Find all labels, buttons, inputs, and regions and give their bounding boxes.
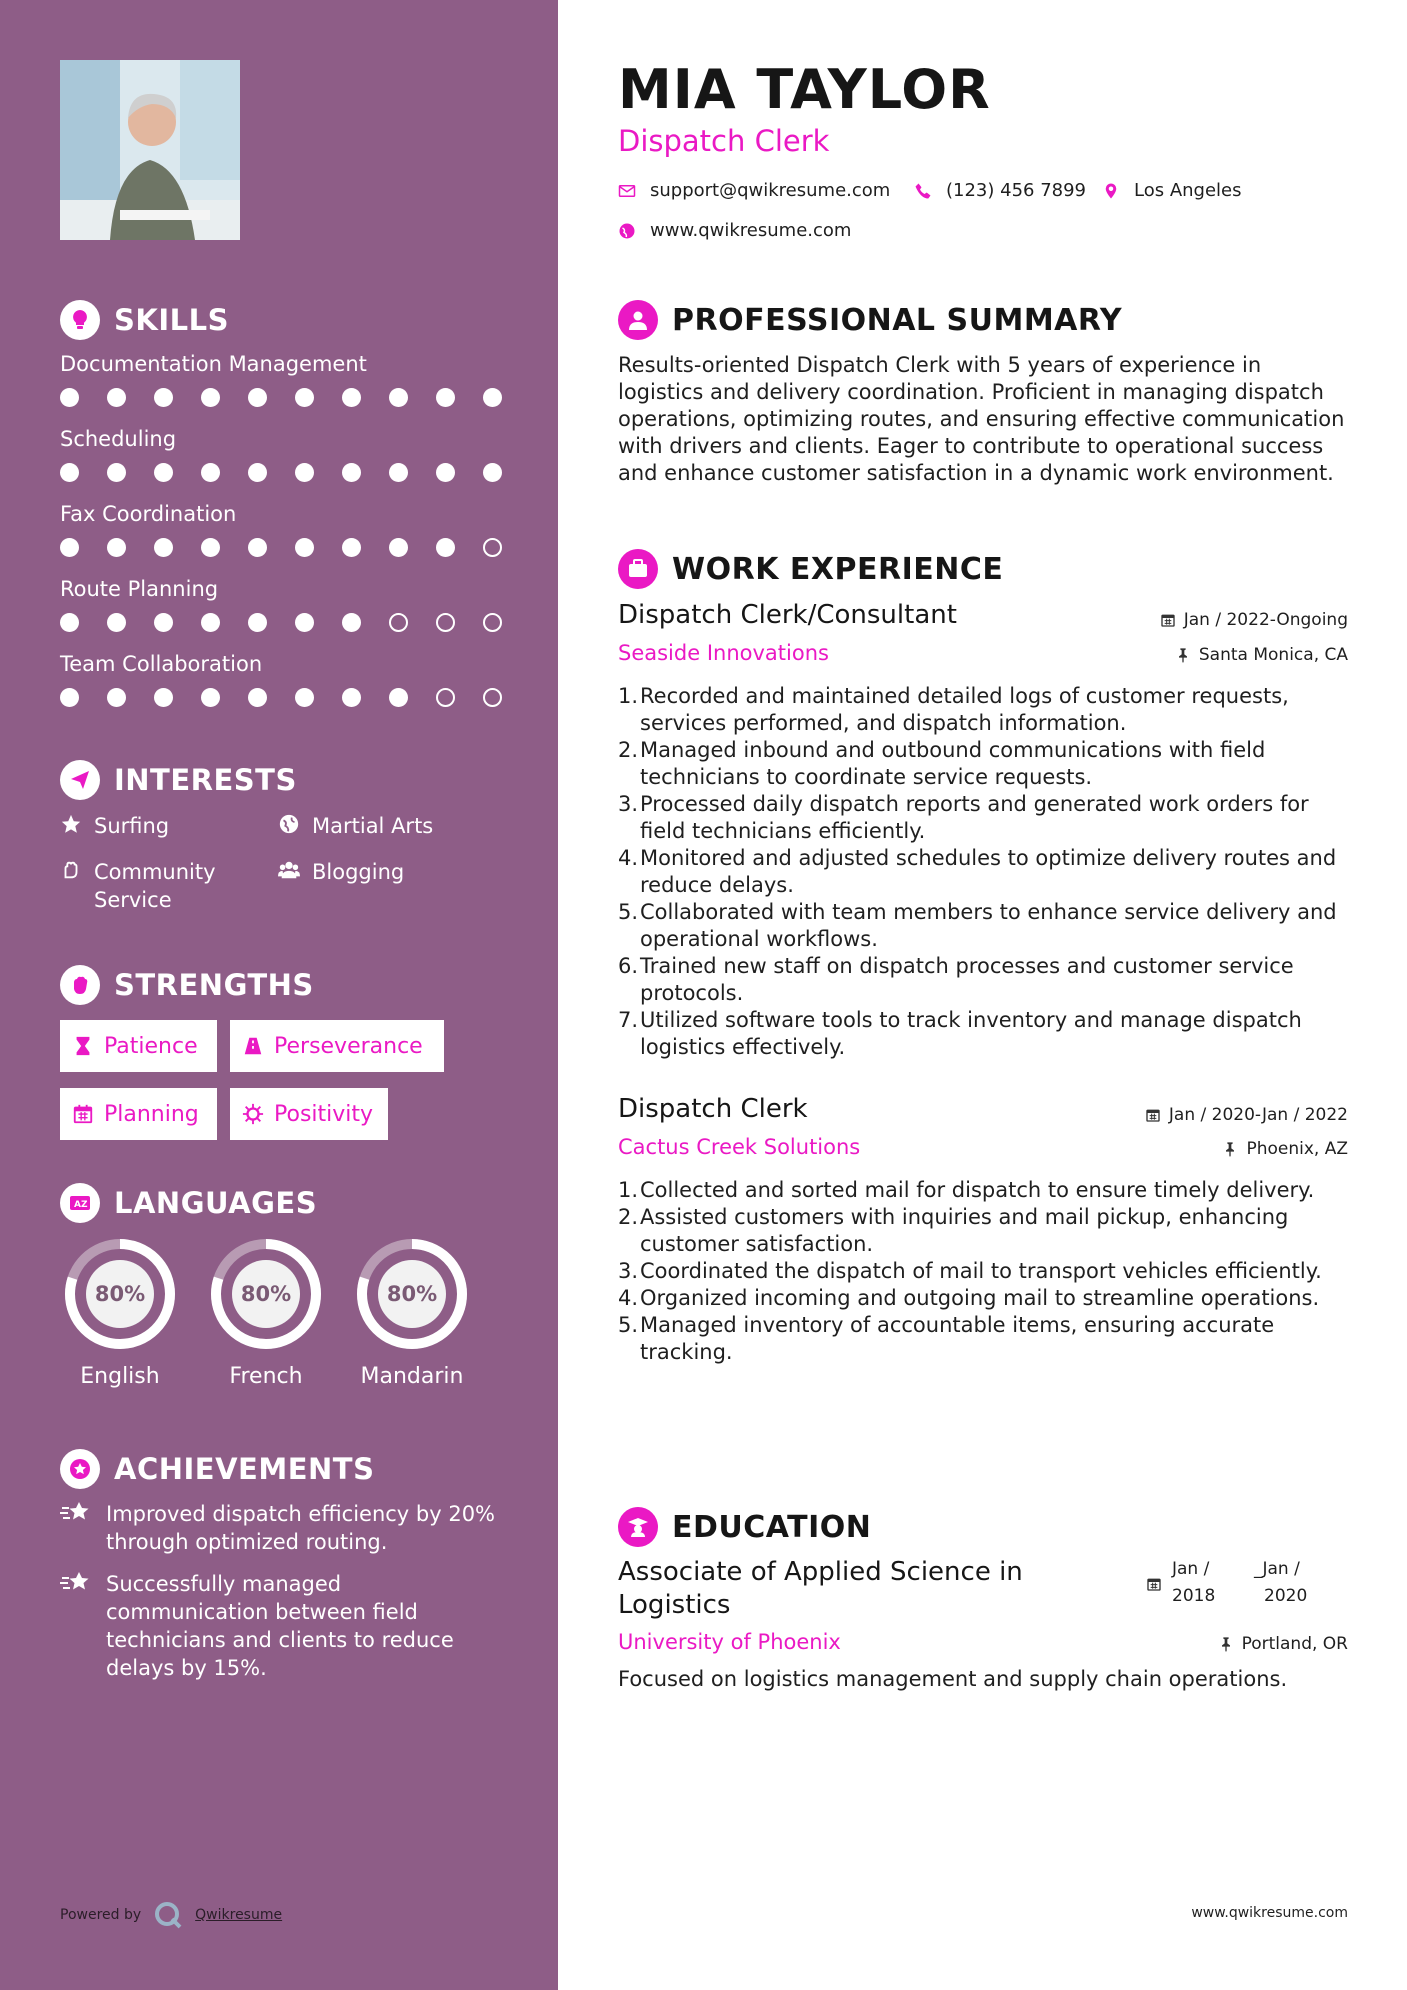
strength-label: Perseverance: [274, 1033, 423, 1059]
bullet-number: 1.: [618, 1178, 639, 1202]
envelope-icon: [618, 182, 636, 200]
bullet-number: 2.: [618, 1205, 639, 1229]
main-column: [558, 0, 1407, 1990]
job-bullet: [618, 899, 1358, 953]
paper-plane-icon: [60, 760, 100, 800]
education-description: Focused on logistics management and supply chain operations.: [618, 1667, 1288, 1691]
job-bullet: [618, 1177, 1358, 1204]
skill-name: Scheduling: [60, 427, 177, 451]
language-progress-ring: [350, 1232, 474, 1356]
briefcase-icon: [618, 549, 658, 589]
experience-heading: [618, 549, 1003, 589]
interest-label: Martial Arts: [312, 814, 434, 838]
rating-dot-filled: [342, 388, 361, 407]
summary-text: Results-oriented Dispatch Clerk with 5 years of experience in logistics and delivery coordination. Proficient in managing dispatch operations, optimizing routes, and ensuring effective communication with drivers and clients. Eager to contribute to operational success and enhance customer satisfaction in a dynamic work environment.: [618, 353, 1345, 485]
job-title: Dispatch Clerk: [618, 1094, 808, 1124]
language-name: French: [229, 1364, 303, 1389]
rating-dot-filled: [483, 463, 502, 482]
education-start-year: 2018: [1172, 1586, 1216, 1606]
bullet-text: Collected and sorted mail for dispatch to ensure timely delivery.: [640, 1178, 1315, 1202]
users-icon: [278, 859, 304, 885]
rating-dot-filled: [60, 388, 79, 407]
language-percent: 80%: [240, 1282, 292, 1306]
skill-name: Route Planning: [60, 577, 219, 601]
education-end-month: _Jan /: [1254, 1559, 1300, 1579]
bullet-text: Collaborated with team members to enhance service delivery and operational workflows.: [640, 900, 1337, 951]
rating-dot-filled: [201, 463, 220, 482]
rating-dot-filled: [107, 613, 126, 632]
hourglass-icon: [72, 1035, 94, 1057]
rating-dot-filled: [107, 463, 126, 482]
job-bullet: [618, 1312, 1358, 1366]
bullet-number: 4.: [618, 846, 639, 870]
bullet-text: Trained new staff on dispatch processes and customer service protocols.: [640, 954, 1294, 1005]
strength-positivity: [230, 1088, 388, 1140]
interest-martial-arts: [278, 812, 518, 840]
skills-heading: [60, 300, 229, 340]
calendar-icon: [72, 1103, 94, 1125]
svg-text:A: A: [74, 1200, 81, 1210]
rating-dot-filled: [483, 388, 502, 407]
language-item: [350, 1232, 474, 1389]
qwikresume-link[interactable]: Qwikresume: [195, 1907, 283, 1923]
rating-dot-filled: [201, 388, 220, 407]
language-progress-ring: [204, 1232, 328, 1356]
globe-icon: [618, 222, 636, 240]
education-heading-text: EDUCATION: [672, 1509, 872, 1545]
powered-by: [60, 1900, 282, 1930]
strengths-heading-text: STRENGTHS: [114, 968, 314, 1002]
rating-dot-empty: [389, 613, 408, 632]
interests-heading: [60, 760, 297, 800]
contact-email[interactable]: [618, 180, 890, 201]
achievements-heading-text: ACHIEVEMENTS: [114, 1452, 375, 1486]
language-percent: 80%: [386, 1282, 438, 1306]
strength-label: Planning: [104, 1101, 199, 1127]
award-star-icon: [60, 1449, 100, 1489]
rating-dot-filled: [295, 688, 314, 707]
hand-icon: [60, 859, 86, 885]
rating-dot-filled: [248, 613, 267, 632]
bullet-text: Processed daily dispatch reports and generated work orders for field technicians efficiently.: [640, 792, 1309, 843]
job-dates-text: Jan / 2022-Ongoing: [1183, 610, 1348, 630]
skill-rating: [60, 388, 500, 408]
language-icon: [60, 1183, 100, 1223]
skill-rating: [60, 538, 500, 558]
job-bullet: [618, 791, 1358, 845]
globe-icon: [278, 813, 304, 839]
languages-heading-text: LANGUAGES: [114, 1186, 318, 1220]
education-school: University of Phoenix: [618, 1630, 841, 1654]
interest-label: Surfing: [94, 814, 170, 838]
rating-dot-filled: [154, 463, 173, 482]
interest-label: Blogging: [312, 860, 405, 884]
job-bullets: [618, 1177, 1358, 1366]
pushpin-icon: [1175, 647, 1191, 663]
skills-heading-text: SKILLS: [114, 303, 229, 337]
skill-item: [60, 575, 500, 633]
rating-dot-filled: [342, 538, 361, 557]
candidate-name: MIA TAYLOR: [618, 58, 991, 121]
bullet-number: 7.: [618, 1008, 639, 1032]
languages-heading: [60, 1183, 317, 1223]
language-name: Mandarin: [360, 1364, 464, 1389]
fist-icon: [60, 965, 100, 1005]
education-start-month: Jan /: [1172, 1559, 1210, 1579]
location-text: Los Angeles: [1134, 180, 1242, 201]
bullet-number: 6.: [618, 954, 639, 978]
bullet-text: Recorded and maintained detailed logs of customer requests, services performed, and dispatch information.: [640, 684, 1289, 735]
strengths-heading: [60, 965, 314, 1005]
education-location-text: Portland, OR: [1241, 1634, 1348, 1654]
interest-blogging: [278, 858, 518, 886]
bullet-number: 4.: [618, 1286, 639, 1310]
achievement-text: Successfully managed communication between field technicians and clients to reduce delays by 15%.: [106, 1572, 454, 1680]
contact-location: [1102, 180, 1242, 201]
rating-dot-filled: [154, 388, 173, 407]
bullet-text: Managed inventory of accountable items, ensuring accurate tracking.: [640, 1313, 1275, 1364]
language-progress-ring: [58, 1232, 182, 1356]
education-degree: Associate of Applied Science in Logistics: [618, 1557, 1023, 1620]
sun-icon: [242, 1103, 264, 1125]
summary-heading-text: PROFESSIONAL SUMMARY: [672, 302, 1123, 338]
bullet-text: Monitored and adjusted schedules to optimize delivery routes and reduce delays.: [640, 846, 1337, 897]
skill-rating: [60, 688, 500, 708]
skill-name: Documentation Management: [60, 352, 367, 376]
rating-dot-filled: [295, 613, 314, 632]
skill-item: [60, 650, 500, 708]
rating-dot-filled: [60, 463, 79, 482]
job-bullet: [618, 953, 1358, 1007]
skill-item: [60, 500, 500, 558]
bullet-text: Managed inbound and outbound communications with field technicians to coordinate service requests.: [640, 738, 1266, 789]
bullet-number: 5.: [618, 1313, 639, 1337]
skill-item: [60, 350, 500, 408]
road-icon: [242, 1035, 264, 1057]
rating-dot-filled: [342, 463, 361, 482]
email-text: support@qwikresume.com: [650, 180, 891, 201]
rating-dot-filled: [389, 688, 408, 707]
job-bullet: [618, 845, 1358, 899]
strength-planning: [60, 1088, 217, 1140]
trophy-star-icon: [60, 1570, 94, 1598]
rating-dot-filled: [295, 538, 314, 557]
rating-dot-filled: [389, 388, 408, 407]
skill-rating: [60, 463, 500, 483]
pushpin-icon: [1222, 1141, 1238, 1157]
rating-dot-empty: [483, 688, 502, 707]
interest-surfing: [60, 812, 260, 840]
skill-name: Fax Coordination: [60, 502, 237, 526]
language-item: [204, 1232, 328, 1389]
pushpin-icon: [1218, 1636, 1234, 1652]
rating-dot-empty: [483, 613, 502, 632]
phone-text: (123) 456 7899: [946, 180, 1087, 201]
powered-by-label: Powered by: [60, 1907, 142, 1923]
phone-icon: [914, 182, 932, 200]
rating-dot-filled: [248, 538, 267, 557]
job-bullet: [618, 1204, 1358, 1258]
language-name: English: [80, 1364, 160, 1389]
education-location: [1218, 1634, 1348, 1654]
job-location: [1222, 1139, 1348, 1159]
interest-community-service: [60, 858, 260, 914]
calendar-icon: [1146, 1576, 1162, 1592]
bullet-text: Assisted customers with inquiries and mail pickup, enhancing customer satisfaction.: [640, 1205, 1289, 1256]
rating-dot-filled: [107, 538, 126, 557]
rating-dot-filled: [389, 538, 408, 557]
rating-dot-filled: [107, 688, 126, 707]
qwikresume-logo-icon: [153, 1900, 183, 1930]
candidate-title: Dispatch Clerk: [618, 124, 830, 158]
achievement-text: Improved dispatch efficiency by 20% through optimized routing.: [106, 1502, 496, 1554]
lightbulb-icon: [60, 300, 100, 340]
sidebar: [0, 0, 558, 1990]
bullet-number: 3.: [618, 1259, 639, 1283]
language-percent: 80%: [94, 1282, 146, 1306]
strength-label: Positivity: [274, 1101, 374, 1127]
rating-dot-empty: [483, 538, 502, 557]
rating-dot-filled: [154, 613, 173, 632]
rating-dot-filled: [154, 688, 173, 707]
job-company: Seaside Innovations: [618, 641, 829, 665]
star-icon: [60, 813, 86, 839]
job-bullet: [618, 1285, 1358, 1312]
bullet-number: 1.: [618, 684, 639, 708]
skill-item: [60, 425, 500, 483]
bullet-text: Coordinated the dispatch of mail to transport vehicles efficiently.: [640, 1259, 1322, 1283]
rating-dot-filled: [436, 388, 455, 407]
contact-phone[interactable]: [914, 180, 1086, 201]
job-bullets: [618, 683, 1358, 1061]
skill-name: Team Collaboration: [60, 652, 263, 676]
skill-rating: [60, 613, 500, 633]
bullet-text: Organized incoming and outgoing mail to streamline operations.: [640, 1286, 1320, 1310]
achievement-item: [60, 1570, 500, 1682]
rating-dot-filled: [154, 538, 173, 557]
rating-dot-filled: [60, 538, 79, 557]
achievements-heading: [60, 1449, 374, 1489]
summary-heading: [618, 300, 1122, 340]
interests-heading-text: INTERESTS: [114, 763, 297, 797]
bullet-number: 3.: [618, 792, 639, 816]
job-bullet: [618, 1007, 1358, 1061]
job-bullet: [618, 737, 1358, 791]
rating-dot-filled: [342, 688, 361, 707]
rating-dot-filled: [60, 688, 79, 707]
rating-dot-filled: [201, 538, 220, 557]
job-bullet: [618, 683, 1358, 737]
bullet-number: 5.: [618, 900, 639, 924]
user-icon: [618, 300, 658, 340]
job-location: [1175, 645, 1348, 665]
job-title: Dispatch Clerk/Consultant: [618, 600, 957, 630]
contact-website[interactable]: [618, 220, 851, 241]
strength-label: Patience: [104, 1033, 198, 1059]
trophy-star-icon: [60, 1500, 94, 1528]
experience-heading-text: WORK EXPERIENCE: [672, 551, 1004, 587]
rating-dot-filled: [201, 613, 220, 632]
rating-dot-filled: [248, 388, 267, 407]
job-bullet: [618, 1258, 1358, 1285]
job-dates: [1145, 1105, 1348, 1125]
job-company: Cactus Creek Solutions: [618, 1135, 861, 1159]
map-pin-icon: [1102, 182, 1120, 200]
achievement-item: [60, 1500, 500, 1556]
job-location-text: Phoenix, AZ: [1246, 1139, 1348, 1159]
rating-dot-empty: [436, 613, 455, 632]
job-dates-text: Jan / 2020-Jan / 2022: [1168, 1105, 1348, 1125]
language-item: [58, 1232, 182, 1389]
rating-dot-filled: [248, 688, 267, 707]
bullet-number: 2.: [618, 738, 639, 762]
rating-dot-empty: [436, 688, 455, 707]
rating-dot-filled: [436, 463, 455, 482]
rating-dot-filled: [389, 463, 408, 482]
calendar-icon: [1145, 1107, 1161, 1123]
website-text: www.qwikresume.com: [650, 220, 852, 241]
education-heading: [618, 1507, 871, 1547]
profile-photo: [60, 60, 240, 240]
rating-dot-filled: [436, 538, 455, 557]
rating-dot-filled: [107, 388, 126, 407]
svg-text:Z: Z: [81, 1200, 88, 1210]
rating-dot-filled: [201, 688, 220, 707]
strength-perseverance: [230, 1020, 444, 1072]
graduate-icon: [618, 1507, 658, 1547]
bullet-text: Utilized software tools to track inventory and manage dispatch logistics effectively.: [640, 1008, 1302, 1059]
strength-patience: [60, 1020, 217, 1072]
job-location-text: Santa Monica, CA: [1198, 645, 1348, 665]
interest-label: Community Service: [94, 860, 216, 912]
rating-dot-filled: [342, 613, 361, 632]
education-end-year: 2020: [1264, 1586, 1308, 1606]
rating-dot-filled: [60, 613, 79, 632]
rating-dot-filled: [248, 463, 267, 482]
rating-dot-filled: [295, 463, 314, 482]
footer-website-link[interactable]: www.qwikresume.com: [1191, 1905, 1348, 1921]
job-dates: [1160, 610, 1348, 630]
calendar-icon: [1160, 612, 1176, 628]
rating-dot-filled: [295, 388, 314, 407]
